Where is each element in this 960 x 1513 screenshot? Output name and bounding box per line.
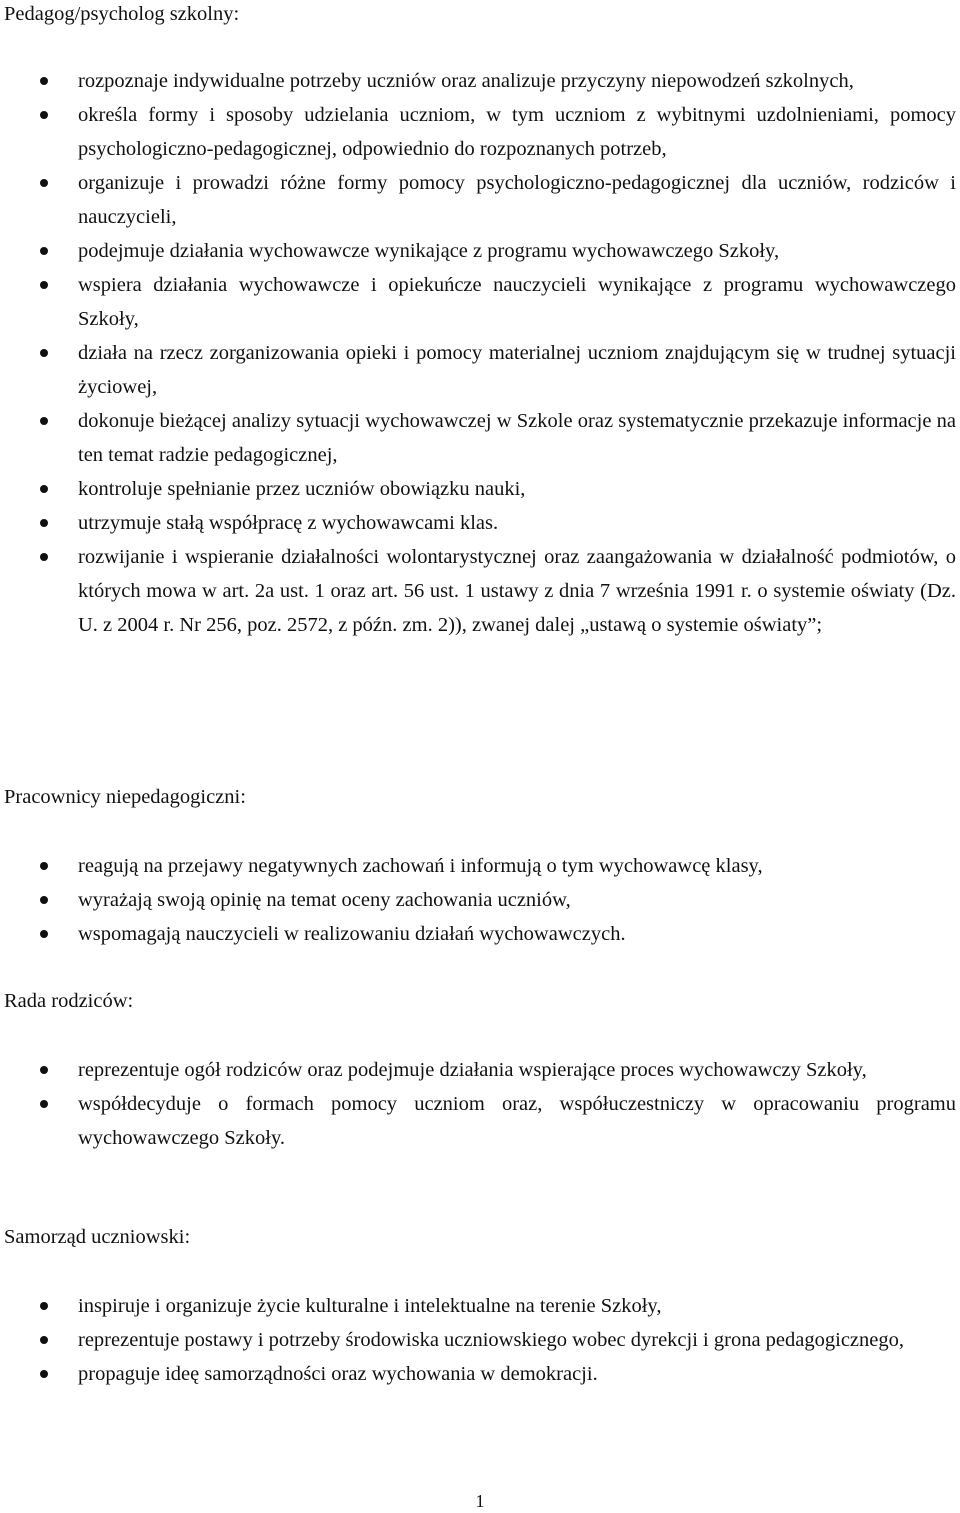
bullet-icon bbox=[40, 930, 48, 938]
list-item: utrzymuje stałą współpracę z wychowawcami klas. bbox=[0, 506, 956, 540]
bullet-icon bbox=[40, 1302, 48, 1310]
list-item: wspiera działania wychowawcze i opiekuńcze nauczycieli wynikające z programu wychowawczego Szkoły, bbox=[0, 268, 956, 336]
list-item: propaguje ideę samorządności oraz wychowania w demokracji. bbox=[0, 1357, 956, 1391]
list-item: rozpoznaje indywidualne potrzeby uczniów oraz analizuje przyczyny niepowodzeń szkolnych, bbox=[0, 64, 956, 98]
list-item: reprezentuje ogół rodziców oraz podejmuje działania wspierające proces wychowawczy Szkoły, bbox=[0, 1053, 956, 1087]
list-item: kontroluje spełnianie przez uczniów obowiązku nauki, bbox=[0, 472, 956, 506]
bullet-icon bbox=[40, 111, 48, 119]
bullet-list-pedagog bbox=[0, 64, 956, 642]
bullet-list-samorzad bbox=[0, 1289, 956, 1391]
bullet-icon bbox=[40, 553, 48, 561]
section-heading-rada-rodzicow: Rada rodziców: bbox=[4, 990, 134, 1012]
bullet-icon bbox=[40, 417, 48, 425]
page-number: 1 bbox=[475, 1491, 485, 1511]
bullet-list-pracownicy bbox=[0, 849, 956, 951]
list-item: współdecyduje o formach pomocy uczniom oraz, współuczestniczy w opracowaniu programu wychowawczego Szkoły. bbox=[0, 1087, 956, 1155]
bullet-icon bbox=[40, 896, 48, 904]
list-item: działa na rzecz zorganizowania opieki i pomocy materialnej uczniom znajdującym się w trudnej sytuacji życiowej, bbox=[0, 336, 956, 404]
list-item: podejmuje działania wychowawcze wynikające z programu wychowawczego Szkoły, bbox=[0, 234, 956, 268]
bullet-icon bbox=[40, 485, 48, 493]
bullet-icon bbox=[40, 862, 48, 870]
list-item: organizuje i prowadzi różne formy pomocy psychologiczno-pedagogicznej dla uczniów, rodziców i nauczycieli, bbox=[0, 166, 956, 234]
section-heading-pracownicy: Pracownicy niepedagogiczni: bbox=[4, 786, 246, 808]
section-heading-pedagog: Pedagog/psycholog szkolny: bbox=[4, 3, 240, 25]
bullet-icon bbox=[40, 1336, 48, 1344]
section-heading-samorzad: Samorząd uczniowski: bbox=[4, 1226, 191, 1248]
bullet-icon bbox=[40, 349, 48, 357]
bullet-icon bbox=[40, 77, 48, 85]
list-item: inspiruje i organizuje życie kulturalne i intelektualne na terenie Szkoły, bbox=[0, 1289, 956, 1323]
list-item: dokonuje bieżącej analizy sytuacji wychowawczej w Szkole oraz systematycznie przekazuje informacje na ten temat radzie pedagogicznej, bbox=[0, 404, 956, 472]
list-item: wspomagają nauczycieli w realizowaniu działań wychowawczych. bbox=[0, 917, 956, 951]
bullet-icon bbox=[40, 1370, 48, 1378]
bullet-icon bbox=[40, 179, 48, 187]
list-item: wyrażają swoją opinię na temat oceny zachowania uczniów, bbox=[0, 883, 956, 917]
list-item: określa formy i sposoby udzielania uczniom, w tym uczniom z wybitnymi uzdolnieniami, pomocy psychologiczno-pedagogicznej, odpowiednio do rozpoznanych potrzeb, bbox=[0, 98, 956, 166]
bullet-icon bbox=[40, 247, 48, 255]
list-item: rozwijanie i wspieranie działalności wolontarystycznej oraz zaangażowania w działalność podmiotów, o których mowa w art. 2a ust. 1 oraz art. 56 ust. 1 ustawy z dnia 7 września 1991 r. o systemie oświaty (Dz. U. z 2004 r. Nr 256, poz. 2572, z późn. zm. 2)), zwanej dalej „ustawą o systemie oświaty”; bbox=[0, 540, 956, 642]
bullet-icon bbox=[40, 1066, 48, 1074]
bullet-icon bbox=[40, 281, 48, 289]
list-item: reagują na przejawy negatywnych zachowań i informują o tym wychowawcę klasy, bbox=[0, 849, 956, 883]
list-item: reprezentuje postawy i potrzeby środowiska uczniowskiego wobec dyrekcji i grona pedagogicznego, bbox=[0, 1323, 956, 1357]
bullet-icon bbox=[40, 1100, 48, 1108]
bullet-icon bbox=[40, 519, 48, 527]
bullet-list-rada-rodzicow bbox=[0, 1053, 956, 1155]
